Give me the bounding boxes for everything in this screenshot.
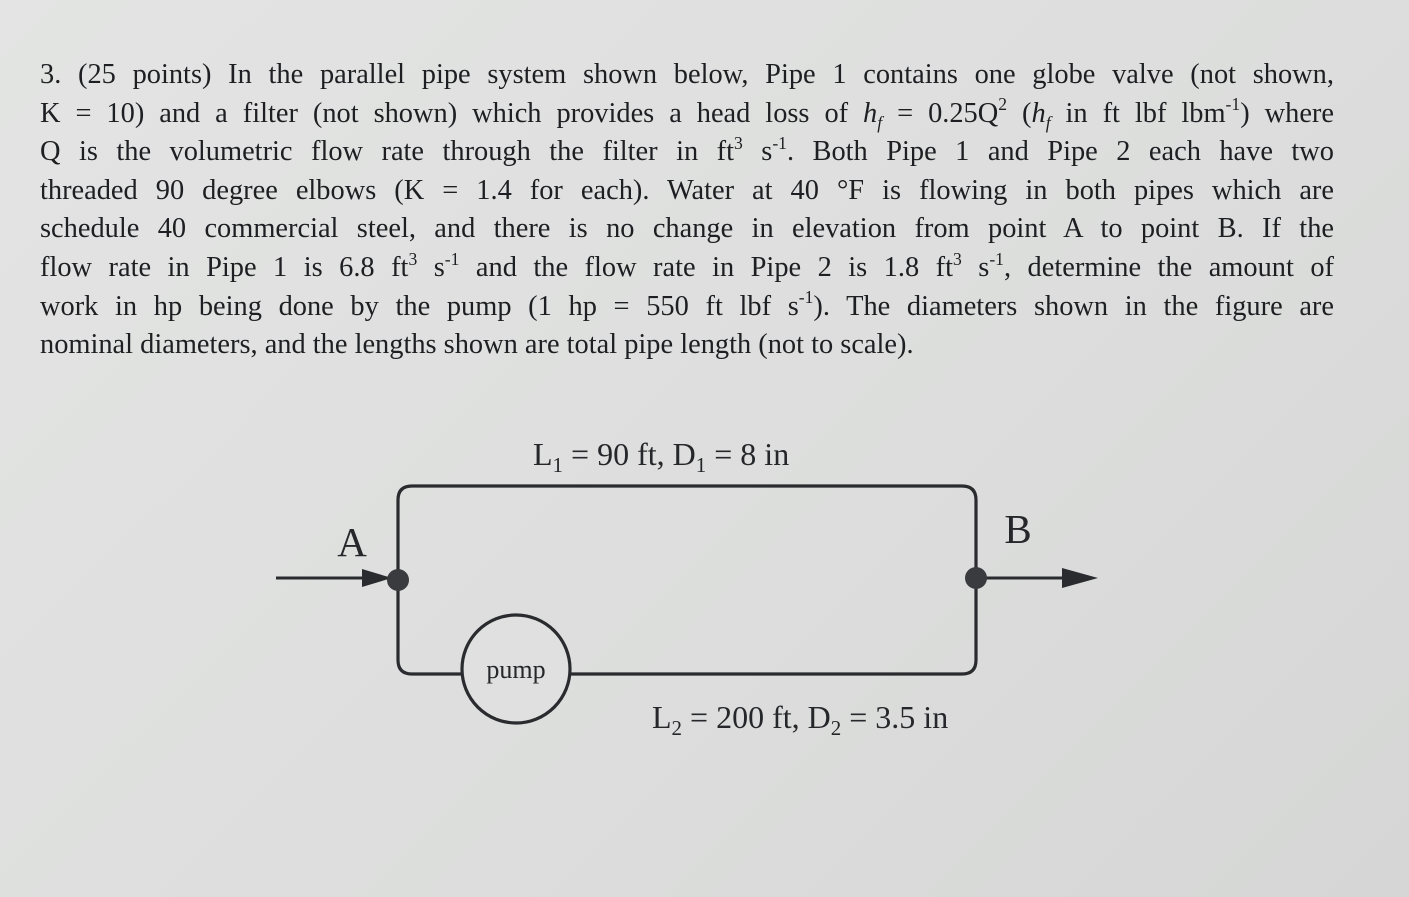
problem-line-7: work in hp being done by the pump (1 hp = 550 ft lbf $s^{-1}$). The diameters shown in the figure are <box>40 287 1334 322</box>
problem-line-5: schedule 40 commercial steel, and there is no change in elevation from point A to point B. If the <box>40 213 1334 245</box>
pipe-1 <box>398 486 976 580</box>
point-b-label: B <box>1004 506 1032 552</box>
problem-number: 3. <box>40 59 62 90</box>
junction-b <box>965 567 987 589</box>
problem-line-8: nominal diameters, and the lengths shown are total pipe length (not to scale). <box>40 329 914 361</box>
pipe-2-label: $L_2 = 200$ ft, $D_2 = 3.5$ in <box>652 699 949 740</box>
problem-line-3: Q is the volumetric flow rate through the filter in $ft^3$ $s^{-1}$. Both Pipe 1 and Pipe 2 each have two <box>40 132 1335 168</box>
problem-line-4: threaded 90 degree elbows (K = 1.4 for each). Water at 40 °F is flowing in both pipes which are <box>40 174 1334 206</box>
problem-line-2: K = 10) and a filter (not shown) which provides a head loss of $h_f = 0.25Q^2$ ($h_f$ in ft lbf lbm$^{-1}$) where <box>40 94 1334 133</box>
pump-label: pump <box>486 655 546 684</box>
junction-a <box>387 569 409 591</box>
problem-points: (25 points) <box>78 59 212 90</box>
outlet-arrowhead <box>1062 568 1098 588</box>
problem-line-1: 3. (25 points) In the parallel pipe system shown below, Pipe 1 contains one globe valve (not shown, <box>40 59 1334 90</box>
point-a-label: A <box>337 519 367 565</box>
pipe-1-label: $L_1 = 90$ ft, $D_1 = 8$ in <box>533 436 790 477</box>
problem-line-6: flow rate in Pipe 1 is 6.8 $ft^3$ $s^{-1}$ and the flow rate in Pipe 2 is 1.8 $ft^3$ $s^{-1}$, determine the amount of <box>40 248 1334 283</box>
